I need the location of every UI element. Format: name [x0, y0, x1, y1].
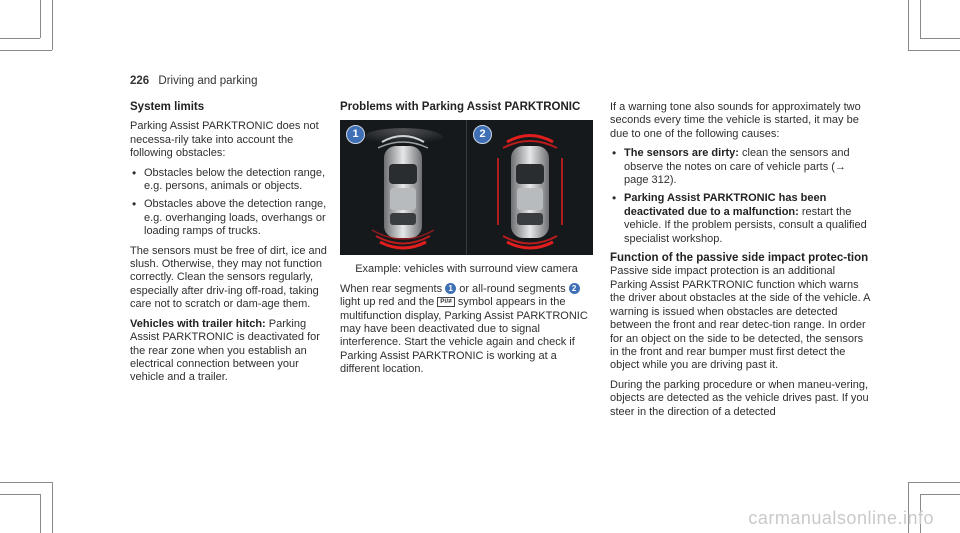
paragraph-problem	[340, 283, 593, 377]
bold-lead: Parking Assist PARKTRONIC has been deactivated due to a malfunction:	[624, 192, 827, 218]
callout-badge: 2	[473, 125, 492, 144]
text: or all-round segments	[456, 282, 569, 295]
bullet-list	[130, 167, 335, 239]
text: When rear segments	[340, 282, 446, 295]
list-item: • Obstacles below the detection range, e.g. persons, animals or objects.	[130, 167, 335, 194]
heading-system-limits: System limits	[130, 101, 205, 113]
text: light up red and the	[340, 296, 438, 309]
crop-mark	[40, 0, 41, 38]
page-header	[130, 75, 257, 87]
crop-mark	[908, 0, 909, 50]
bullet-list	[610, 147, 872, 246]
column-right	[610, 101, 872, 425]
crop-mark	[40, 494, 41, 533]
page-number: 226	[130, 75, 150, 87]
text: symbol appears in the multifunction display, Parking Assist PARKTRONIC may have been deactivated due to signal interference. Start the vehicle again and check if Parking Assist PARKTRONIC is working at a different location.	[340, 296, 588, 376]
callout-badge: 1	[346, 125, 365, 144]
bold-lead: Vehicles with trailer hitch:	[130, 317, 266, 330]
paragraph-trailer	[130, 318, 335, 385]
crop-mark	[920, 0, 921, 38]
surround-view-illustration	[340, 120, 593, 255]
crop-mark	[920, 38, 960, 39]
paragraph: Parking Assist PARKTRONIC does not necessa-rily take into account the following obstacles:	[130, 120, 319, 160]
crop-mark	[0, 482, 52, 483]
paragraph: Passive side impact protection is an additional Parking Assist PARKTRONIC function which warns the driver about obstacles at the side of the vehicle. A warning is issued when obstacles are detected between the front and rear detec-tion range. In order for an object on the side to be detected, the sensors in the front and rear bumper must first detect the object while you are driving past it.	[610, 265, 870, 372]
paragraph: If a warning tone also sounds for approximately two seconds every time the vehicle is started, it may be due to one of the following causes:	[610, 101, 861, 140]
heading-problems: Problems with Parking Assist PARKTRONIC	[340, 101, 581, 113]
callout-badge-inline: 1	[445, 283, 456, 294]
crop-mark	[908, 482, 960, 483]
callout-badge-inline: 2	[569, 283, 580, 294]
text: Parking Assist PARKTRONIC is deactivated for the rear zone when you establish an electrical connection between your vehicle and a trailer.	[130, 317, 320, 384]
column-middle	[340, 101, 593, 383]
section-title: Driving and parking	[158, 75, 258, 87]
heading-passive-side: Function of the passive side impact protec-tion	[610, 252, 869, 265]
crop-mark	[52, 0, 53, 50]
crop-mark	[0, 38, 40, 39]
list-item	[610, 147, 872, 187]
crop-mark	[908, 50, 960, 51]
crop-mark	[920, 494, 960, 495]
bold-lead: The sensors are dirty:	[624, 147, 739, 160]
column-left	[130, 101, 335, 391]
paragraph: The sensors must be free of dirt, ice and slush. Otherwise, they may not function correctly. Clean the sensors regularly, especially after driv-ing off-road, taking care not to scratch or dam-age them.	[130, 244, 327, 311]
parktronic-off-icon: P//≠	[437, 297, 455, 307]
watermark: carmanualsonline.info	[748, 508, 934, 528]
crop-mark	[0, 50, 52, 51]
crop-mark	[0, 494, 40, 495]
parking-segments-graphic	[340, 120, 593, 255]
list-item: • Obstacles above the detection range, e.g. overhanging loads, overhangs or loading ramps of trucks.	[130, 198, 335, 238]
text: clean the sensors and observe the notes on care of vehicle parts (→ page 312).	[624, 147, 850, 187]
list-item	[610, 192, 872, 246]
image-caption: Example: vehicles with surround view camera	[355, 263, 578, 276]
text: restart the vehicle. If the problem persists, consult a qualified specialist workshop.	[624, 205, 867, 245]
paragraph: During the parking procedure or when maneu-vering, objects are detected as the vehicle drives past. If you steer in the direction of a detected	[610, 378, 869, 418]
crop-mark	[52, 482, 53, 533]
